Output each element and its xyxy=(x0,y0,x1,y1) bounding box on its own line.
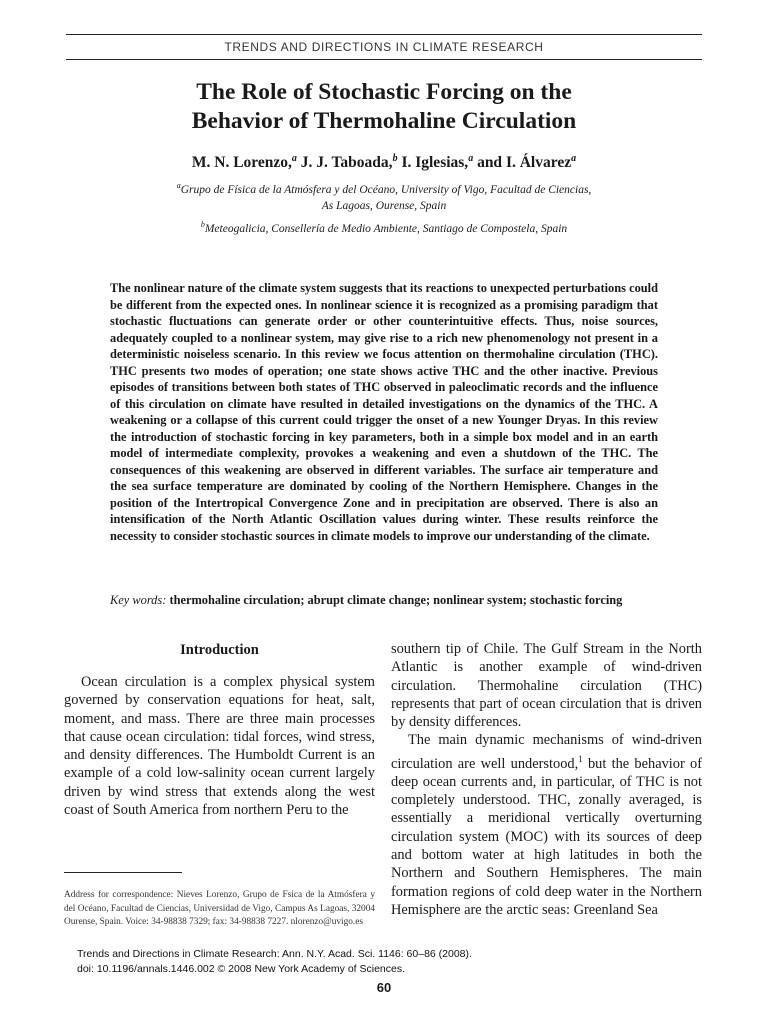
author-affiliation-marker: a xyxy=(571,153,577,164)
author-affiliation-marker: b xyxy=(392,153,398,164)
keywords-label: Key words: xyxy=(110,593,167,608)
reference-marker: 1 xyxy=(578,753,583,764)
author-separator: and xyxy=(473,154,506,172)
left-column xyxy=(64,640,375,819)
affiliation-a xyxy=(100,178,668,214)
author-name: I. Álvarez xyxy=(505,154,572,172)
correspondence-footnote: Address for correspondence: Nieves Lorenzo, Grupo de Fsica de la Atmósfera y del Océano, Facultad de Ciencias, Universidad de Vigo, Campus As Lagoas, 32004 Ourense, Spain. Voice: 34-98838 7329; fax: 34-98838 7227. nlorenzo@uvigo.es xyxy=(64,890,375,927)
title-line-1: The Role of Stochastic Forcing on the xyxy=(196,79,572,105)
running-head xyxy=(66,34,702,60)
affiliation-marker: b xyxy=(200,220,205,229)
author-name: M. N. Lorenzo, xyxy=(191,154,292,172)
author-name: J. J. Taboada, xyxy=(300,154,393,172)
article-title xyxy=(100,78,668,136)
affiliation-a-line-2: As Lagoas, Ourense, Spain xyxy=(321,199,447,212)
keywords xyxy=(110,592,658,609)
citation-line-2: doi: 10.1196/annals.1446.002 © 2008 New York Academy of Sciences. xyxy=(77,962,406,975)
section-heading-introduction: Introduction xyxy=(180,642,259,658)
keywords-list: thermohaline circulation; abrupt climate change; nonlinear system; stochastic forcing xyxy=(169,593,623,608)
abstract: The nonlinear nature of the climate system suggests that its reactions to unexpected perturbations could be different from the expected ones. In nonlinear science it is recognized as a promising paradigm that stochastic fluctuations can generate order or other counterintuitive effects. Thus, noise sources, adequately coupled to a nonlinear system, may give rise to a rich new phenomenology not present in a deterministic noiseless scenario. In this review we focus attention on thermohaline circulation (THC). THC presents two modes of operation; one state shows active THC and the other inactive. Previous episodes of transitions between both states of THC observed in paleoclimatic records and the influence of this circulation on climate have resulted in detailed investigations on the dynamics of the THC. A weakening or a collapse of this current could trigger the onset of a new Younger Dryas. In this review the introduction of stochastic forcing in key parameters, both in a simple box model and in an earth model of intermediate complexity, provokes a weakening and even a shutdown of the THC. The consequences of this weakening are observed in different variables. The surface air temperature and the sea surface temperature are dominated by cooling of the Northern Hemisphere. Changes in the position of the Intertropical Convergence Zone and in precipitation are observed. There is also an intensification of the North Atlantic Oscillation values during winter. These results reinforce the necessity to consider stochastic sources in climate models to improve our understanding of the climate. xyxy=(110,281,658,543)
body-paragraph: Ocean circulation is a complex physical system governed by conservation equations for heat, salt, moment, and mass. There are three main processes that cause ocean circulation: tidal forces, wind stress, and density differences. The Humboldt Current is an example of a cold low-salinity ocean current largely driven by wind stress that extends along the west coast of South America from northern Peru to the xyxy=(64,674,375,819)
affiliation-b-line-1: Meteogalicia, Consellería de Medio Ambiente, Santiago de Compostela, Spain xyxy=(204,222,568,235)
citation-line-1: Trends and Directions in Climate Research: Ann. N.Y. Acad. Sci. 1146: 60–86 (2008). xyxy=(77,948,472,960)
citation-block xyxy=(77,947,677,976)
footnote-divider xyxy=(64,872,182,873)
title-line-2: Behavior of Thermohaline Circulation xyxy=(191,108,577,134)
affiliation-marker: a xyxy=(176,181,181,190)
page-number: 60 xyxy=(376,980,392,995)
author-affiliation-marker: a xyxy=(468,153,474,164)
running-head-text: TRENDS AND DIRECTIONS IN CLIMATE RESEARCH xyxy=(224,40,544,54)
affiliation-a-line-1: Grupo de Física de la Atmósfera y del Océano, University of Vigo, Facultad de Ciencias, xyxy=(180,183,592,196)
body-text-span: but the behavior of deep ocean currents and, in particular, of THC is not completely understood. THC, zonally averaged, is essentially a meridional vertically overturning circulation system (MOC) with its sources of deep and bottom water at high latitudes in both the Northern and Southern Hemispheres. The main formation regions of cold deep water in the Northern Hemisphere are the arctic seas: Greenland Sea xyxy=(391,755,702,918)
right-column xyxy=(391,640,702,919)
body-text-span: The main dynamic mechanisms of wind-driven circulation are well understood, xyxy=(391,732,702,772)
author-list xyxy=(100,148,668,174)
body-paragraph xyxy=(391,731,702,919)
author-affiliation-marker: a xyxy=(291,153,297,164)
body-paragraph: southern tip of Chile. The Gulf Stream in the North Atlantic is another example of wind-driven circulation. Thermohaline circulation (THC) represents that part of ocean circulation that is driven by density differences. xyxy=(391,641,702,731)
author-name: I. Iglesias, xyxy=(401,154,469,172)
affiliation-b xyxy=(100,217,668,237)
